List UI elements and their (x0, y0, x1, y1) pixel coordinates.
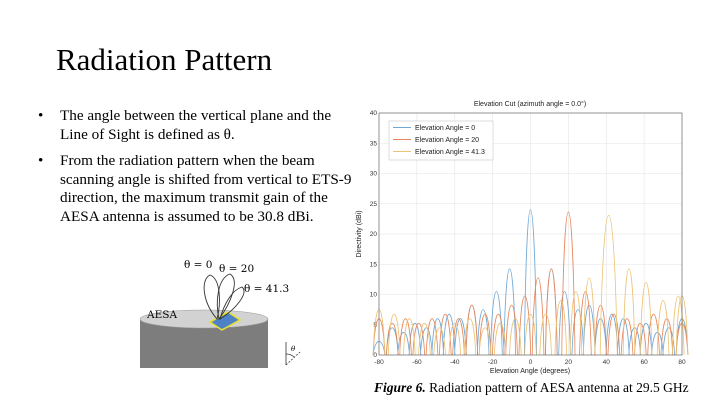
figure-caption (374, 380, 689, 396)
x-tick-label: -20 (487, 359, 498, 366)
legend-entry: Elevation Angle = 41.3 (415, 149, 485, 156)
caption-text: Radiation pattern of AESA antenna at 29.5 GHz (425, 380, 689, 395)
slide-title: Radiation Pattern (56, 42, 273, 77)
bullet-list (38, 107, 356, 235)
x-tick-label: 20 (564, 359, 572, 366)
beam-label-20: θ = 20 (219, 263, 255, 275)
aesa-beam-diagram (140, 256, 340, 371)
y-tick-label: 35 (369, 140, 377, 148)
x-axis-label: Elevation Angle (degrees) (489, 368, 571, 375)
y-tick-label: 20 (369, 231, 377, 238)
y-tick-label: 5 (373, 321, 377, 329)
y-tick-label: 0 (373, 352, 377, 359)
x-tick-label: 80 (678, 359, 686, 366)
legend-entry: Elevation Angle = 0 (415, 125, 476, 132)
chart-legend (389, 121, 493, 160)
aesa-label: AESA (147, 309, 178, 321)
chart-title: Elevation Cut (azimuth angle = 0.0°) (473, 101, 587, 108)
x-tick-label: 60 (640, 359, 648, 366)
y-tick-label: 40 (369, 110, 377, 117)
bullet-item: • The angle between the vertical plane and the Line of Sight is defined as θ. (38, 107, 356, 144)
angle-theta-label: θ (291, 345, 296, 353)
y-tick-label: 25 (369, 200, 377, 208)
beam-label-0: θ = 0 (184, 259, 213, 271)
beam-label-41: θ = 41.3 (244, 283, 290, 295)
y-tick-label: 30 (369, 170, 377, 178)
y-axis-label: Directivity (dBi) (356, 210, 363, 258)
radiation-pattern-chart (350, 97, 695, 380)
x-tick-label: -40 (450, 359, 460, 366)
y-tick-label: 10 (369, 291, 377, 299)
bullet-item: • From the radiation pattern when the beam scanning angle is shifted from vertical to ETS-9 direction, the maximum transmit gain of the AESA antenna is assumed to be 30.8 dBi. (38, 152, 356, 226)
angle-arc (286, 354, 294, 357)
figure-ref: Figure 6. (374, 380, 426, 395)
x-tick-label: -60 (412, 359, 422, 366)
legend-entry: Elevation Angle = 20 (415, 137, 480, 144)
x-tick-label: 0 (528, 359, 533, 366)
x-tick-label: -80 (374, 359, 384, 366)
y-tick-label: 15 (369, 261, 377, 269)
x-tick-label: 40 (602, 359, 610, 366)
